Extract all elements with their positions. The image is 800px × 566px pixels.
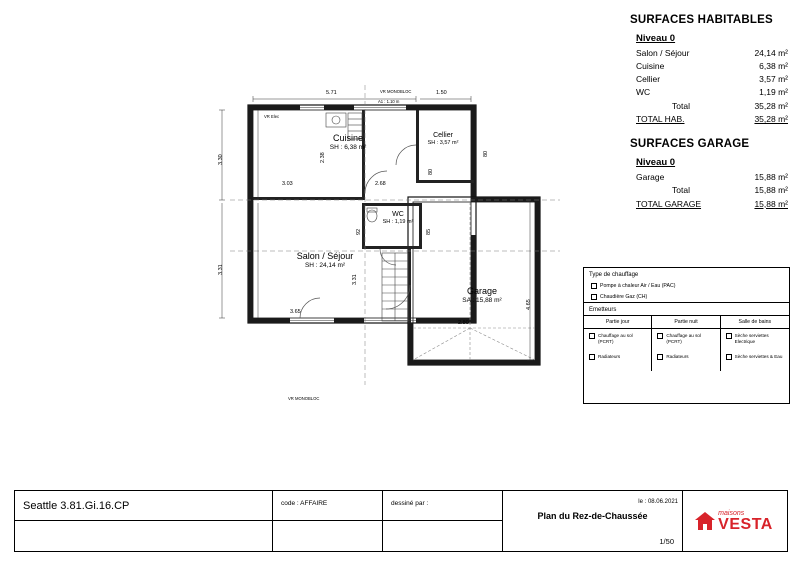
- dim-inner-365: 3.65: [290, 309, 301, 315]
- surface-row: [636, 74, 788, 85]
- divider: [383, 520, 502, 521]
- surface-grandtotal-value: 35,28 m²: [754, 113, 788, 124]
- room-area: SH : 6,38 m²: [329, 144, 367, 152]
- checkbox-icon[interactable]: [589, 333, 595, 339]
- surface-row: [636, 48, 788, 59]
- house-logo-icon: [695, 511, 715, 531]
- checkbox-icon[interactable]: [591, 283, 597, 289]
- dim-cellier-80: 80: [428, 168, 434, 175]
- dim-inner-303: 3.03: [282, 181, 293, 187]
- heating-option-gas[interactable]: [584, 291, 789, 302]
- title-block-code: [273, 491, 383, 551]
- surface-value: 1,19 m²: [759, 87, 788, 98]
- dim-inner-238: 2.38: [320, 152, 326, 163]
- logo-vesta-text: VESTA: [718, 515, 773, 533]
- heating-section-title: Type de chauffage: [589, 272, 639, 278]
- dim-left-331: 3.31: [218, 264, 224, 275]
- surfaces-habitables-title: SURFACES HABITABLES: [630, 14, 773, 26]
- logo-maisons-text: maisons: [718, 509, 745, 517]
- surface-value: 24,14 m²: [754, 48, 788, 58]
- drawn-by-label: dessiné par :: [391, 500, 429, 507]
- code-label: code : AFFAIRE: [281, 500, 328, 507]
- room-area: SH : 1,19 m²: [382, 219, 414, 226]
- surface-label: Garage: [636, 172, 665, 183]
- surface-label: Cuisine: [636, 61, 665, 72]
- surface-total-value: 15,88 m²: [754, 185, 788, 196]
- label-vr-monobloc-top: VR MONOBLOC: [380, 89, 412, 94]
- heating-option-label: Chaudière Gaz (CH): [600, 293, 648, 300]
- surface-label: Salon / Séjour: [636, 48, 690, 58]
- dim-left-330: 3.30: [218, 154, 224, 165]
- surface-row: [636, 61, 788, 72]
- emitters-grid: [584, 316, 789, 371]
- emitter-label: Chauffage au sol (PCRT): [598, 333, 633, 344]
- emitter-label: Radiateurs: [666, 354, 689, 359]
- room-area: SH : 24,14 m²: [304, 262, 346, 270]
- title-block-plan-title: [503, 491, 683, 551]
- surface-row: [636, 87, 788, 98]
- title-block-logo: [683, 491, 785, 551]
- title-block-reference: [15, 491, 273, 551]
- emitters-col-day: [584, 316, 652, 371]
- room-label-salon: [270, 250, 380, 271]
- emitter-label: Chauffage au sol (PCRT): [666, 333, 701, 344]
- emitter-option[interactable]: [584, 350, 651, 371]
- title-block-drawn-by: [383, 491, 503, 551]
- room-name: Cellier: [433, 132, 453, 139]
- checkbox-icon[interactable]: [657, 333, 663, 339]
- title-block: [14, 490, 788, 552]
- emitter-option[interactable]: [652, 329, 719, 350]
- emitters-col-header: Partie jour: [584, 316, 651, 329]
- room-area: SA : 15,88 m²: [462, 297, 502, 305]
- emitters-col-header: Salle de bains: [721, 316, 789, 329]
- surface-grandtotal-row: [636, 114, 788, 125]
- label-vr-elec: VR Elec: [264, 114, 280, 119]
- emitter-label: Sèche serviettes & Eau: [734, 354, 783, 359]
- emitters-col-bathroom: [721, 316, 789, 371]
- emitter-option[interactable]: [721, 350, 789, 371]
- emitter-label: Sèche serviettes Electrique: [734, 333, 769, 344]
- heating-option-label: Pompe à chaleur Air / Eau (PAC): [600, 282, 676, 289]
- room-label-cellier: [410, 131, 476, 148]
- dim-top-150: 1.50: [436, 90, 447, 96]
- room-name: WC: [392, 211, 404, 218]
- checkbox-icon[interactable]: [726, 354, 732, 360]
- surface-total-label: Total: [672, 185, 690, 196]
- emitters-col-night: [652, 316, 720, 371]
- habitables-level: Niveau 0: [636, 33, 676, 44]
- emitter-label: Radiateurs: [598, 354, 621, 359]
- surface-label: WC: [636, 87, 651, 98]
- surface-total-label: Total: [672, 100, 690, 111]
- checkbox-icon[interactable]: [591, 294, 597, 300]
- heating-option-pac[interactable]: [584, 280, 789, 291]
- emitter-option[interactable]: [584, 329, 651, 350]
- surface-total-row: [636, 101, 788, 112]
- surface-grandtotal-label: TOTAL GARAGE: [636, 198, 702, 209]
- surfaces-garage-title: SURFACES GARAGE: [630, 138, 750, 151]
- room-name: Garage: [466, 286, 498, 296]
- dim-inner-268: 2.68: [375, 181, 386, 187]
- dim-garage-280: 2.80: [458, 320, 469, 326]
- dim-inner-331: 3.31: [352, 274, 358, 285]
- date-label: le : 08.06.2021: [638, 499, 678, 505]
- plan-title: Plan du Rez-de-Chaussée: [537, 511, 648, 521]
- dim-wc-92: 92: [356, 228, 362, 235]
- surface-grandtotal-label: TOTAL HAB.: [636, 113, 685, 124]
- room-label-garage: [435, 285, 529, 306]
- project-reference: Seattle 3.81.Gi.16.CP: [23, 500, 130, 512]
- emitters-col-header: Partie nuit: [652, 316, 719, 329]
- checkbox-icon[interactable]: [589, 354, 595, 360]
- floor-plan: [218, 85, 560, 415]
- dim-wc-85: 85: [426, 228, 432, 235]
- garage-level: Niveau 0: [636, 157, 676, 169]
- dim-top-571: 5.71: [326, 90, 337, 96]
- emitter-option[interactable]: [652, 350, 719, 371]
- surface-row: [636, 172, 788, 183]
- room-name: Cuisine: [332, 133, 363, 143]
- surface-value: 6,38 m²: [759, 61, 788, 72]
- dim-right-80: 80: [483, 150, 489, 157]
- checkbox-icon[interactable]: [657, 354, 663, 360]
- label-window-a1: A1 : 1.10 m: [378, 99, 400, 104]
- surface-label: Cellier: [636, 74, 661, 85]
- surface-grandtotal-row: [636, 199, 788, 210]
- label-vr-monobloc-bottom: VR MONOBLOC: [288, 396, 320, 401]
- surface-value: 15,88 m²: [754, 172, 788, 183]
- checkbox-icon[interactable]: [726, 333, 732, 339]
- room-name: Salon / Séjour: [296, 251, 354, 261]
- surface-total-row: [636, 185, 788, 196]
- surface-total-value: 35,28 m²: [754, 100, 788, 111]
- emitters-section-title: Emetteurs: [589, 307, 617, 313]
- divider: [15, 520, 272, 521]
- heating-options-box: [583, 267, 790, 404]
- emitter-option[interactable]: [721, 329, 789, 350]
- room-area: SH : 3,57 m²: [427, 140, 459, 147]
- room-label-wc: [369, 210, 427, 227]
- surface-value: 3,57 m²: [759, 74, 788, 85]
- surfaces-panel: [630, 14, 788, 212]
- divider: [273, 520, 382, 521]
- surface-grandtotal-value: 15,88 m²: [754, 198, 788, 209]
- room-label-cuisine: [308, 132, 388, 153]
- dim-right-465: 4.65: [526, 299, 532, 310]
- plan-scale: 1/50: [659, 537, 674, 546]
